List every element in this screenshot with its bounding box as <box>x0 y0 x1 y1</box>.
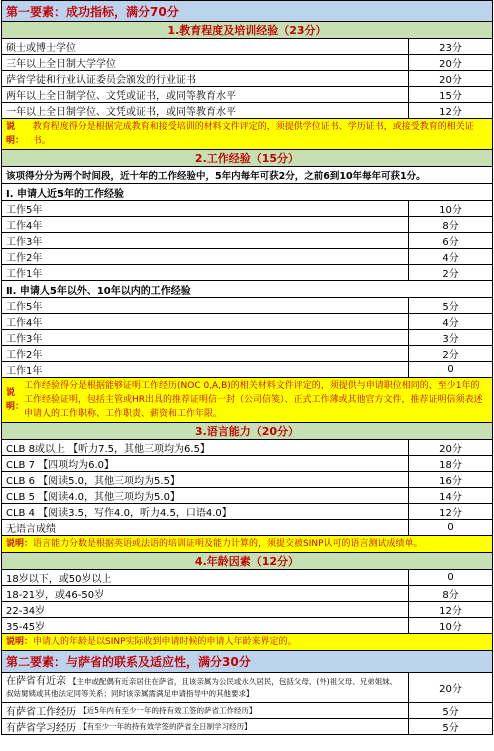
row-label: 22-34岁 <box>6 606 46 617</box>
row-score: 5分 <box>408 703 492 718</box>
table-row <box>1 71 493 87</box>
row-score: 14分 <box>408 488 492 503</box>
factor2-title: 第二要素：与萨省的联系及适应性，满分30分 <box>6 655 251 669</box>
work-desc-row <box>1 167 493 184</box>
age-note-row <box>1 634 493 651</box>
note-text: 申请人的年龄是以SINP实际收到申请时候的申请人年龄来界定的。 <box>33 637 297 647</box>
row-label: 萨省学徒和行业认证委员会颁发的行业证书 <box>6 75 196 86</box>
note-text: 语言能力分数是根据英语或法语的培训证明及能力计算的，须提交被SINP认可的语言测试成绩单。 <box>33 539 423 549</box>
factor1-title: 第一要素：成功指标，满分70分 <box>6 4 179 19</box>
table-row <box>1 586 493 602</box>
age-note <box>2 634 492 650</box>
table-row <box>1 472 493 488</box>
work-sub1-heading: Ⅰ. 申请人近5年的工作经验 <box>6 188 124 200</box>
row-label: 工作2年 <box>6 253 43 264</box>
language-note-row <box>1 536 493 553</box>
row-score: 20分 <box>408 55 492 70</box>
table-row <box>1 504 493 520</box>
table-row <box>1 298 493 314</box>
education-note-row <box>1 119 493 150</box>
education-heading-row <box>1 22 493 39</box>
row-label <box>2 703 408 718</box>
row-label: CLB 4 【阅读3.5，写作4.0，听力4.5，口语4.0】 <box>6 508 232 519</box>
table-row <box>1 520 493 536</box>
table-row <box>1 249 493 265</box>
table-row <box>1 673 493 703</box>
row-score: 6分 <box>408 233 492 248</box>
row-score: 10分 <box>408 201 492 216</box>
row-label: 18岁以下，或50岁以上 <box>6 574 112 585</box>
row-label: 工作5年 <box>6 205 43 216</box>
row-score: 20分 <box>408 440 492 455</box>
table-row <box>1 618 493 634</box>
table-row <box>1 87 493 103</box>
note-prefix: 说明： <box>6 637 34 647</box>
row-score: 12分 <box>408 602 492 617</box>
work-note-row <box>1 378 493 423</box>
row-score: 18分 <box>408 456 492 471</box>
row-label: 工作1年 <box>6 269 43 280</box>
table-row <box>1 233 493 249</box>
row-label <box>2 673 408 702</box>
row-score: 16分 <box>408 472 492 487</box>
note-prefix: 说明： <box>6 388 25 412</box>
language-heading-row <box>1 423 493 440</box>
row-score: 10分 <box>408 618 492 633</box>
row-label: CLB 5 【阅读4.0，其他三项均为5.0】 <box>6 492 180 503</box>
score-table <box>1 0 493 735</box>
table-row <box>1 362 493 378</box>
row-label: 工作3年 <box>6 334 43 345</box>
table-row <box>1 456 493 472</box>
table-row <box>1 602 493 618</box>
table-row <box>1 265 493 281</box>
education-heading: 1.教育程度及培训经验（23分） <box>167 24 327 37</box>
connection-label: 在萨省有近亲 <box>6 675 66 687</box>
note-prefix: 说明： <box>6 539 34 549</box>
row-score: 0 <box>408 520 492 535</box>
table-row <box>1 55 493 71</box>
row-label: 工作4年 <box>6 318 43 329</box>
work-description: 该项得分分为两个时间段，近十年的工作经验中，5年内每年可获2分，之前6到10年每年可获1分。 <box>6 171 426 182</box>
work-heading-row <box>1 150 493 167</box>
row-label: 工作4年 <box>6 221 43 232</box>
row-label: 工作3年 <box>6 237 43 248</box>
row-score: 20分 <box>408 673 492 702</box>
row-label: 18-21岁，或46-50岁 <box>6 590 105 601</box>
note-text: 工作经验得分是根据能够证明工作经历(NOC 0,A,B)的相关材料文件评定的，须提供与申请职位相同的、至少1年的工作经验证明，包括主管或HR出具的推荐证明信一封（公司信笺）、正式工作薄或其他官方文件，推荐证明信须表述申请人的工作职称、工作职责、薪资和工作年限。 <box>24 381 483 419</box>
row-score: 8分 <box>408 586 492 601</box>
table-row <box>1 440 493 456</box>
work-note <box>2 378 492 422</box>
age-heading: 4.年龄因素（12分） <box>194 555 300 568</box>
connection-label: 有萨省学习经历 <box>6 723 76 734</box>
row-label: CLB 7 【四项均为6.0】 <box>6 460 115 471</box>
row-label: 工作1年 <box>6 366 43 377</box>
table-row <box>1 103 493 119</box>
row-score: 20分 <box>408 71 492 86</box>
row-score: 2分 <box>408 265 492 280</box>
table-row <box>1 217 493 233</box>
table-row <box>1 330 493 346</box>
language-note <box>2 536 492 552</box>
row-score: 5分 <box>408 298 492 313</box>
row-label: 工作2年 <box>6 350 43 361</box>
row-score: 2分 <box>408 346 492 361</box>
work-sub1-row <box>1 184 493 201</box>
table-row <box>1 314 493 330</box>
connection-label: 有萨省工作经历 <box>6 707 76 718</box>
row-label: 工作5年 <box>6 302 43 313</box>
row-score: 0 <box>408 362 492 377</box>
language-heading: 3.语言能力（20分） <box>194 425 300 438</box>
factor2-title-row <box>1 651 493 673</box>
note-prefix: 说明： <box>6 122 25 146</box>
row-score: 0 <box>408 570 492 585</box>
table-row <box>1 570 493 586</box>
row-label: 35-45岁 <box>6 622 46 633</box>
row-label: CLB 6 【阅读5.0，其他三项均为5.5】 <box>6 476 180 487</box>
table-row <box>1 39 493 55</box>
row-label: 两年以上全日制学位、文凭或证书，或同等教育水平 <box>6 91 236 102</box>
row-score: 12分 <box>408 103 492 118</box>
row-score: 3分 <box>408 330 492 345</box>
table-row <box>1 488 493 504</box>
connection-detail: 【近5年内有至少一年的持有效工签的萨省工作经历】 <box>79 706 257 715</box>
row-score: 4分 <box>408 314 492 329</box>
row-label <box>2 719 408 734</box>
table-row <box>1 719 493 735</box>
factor1-title-row <box>1 0 493 22</box>
table-row <box>1 201 493 217</box>
row-label: 硕士或博士学位 <box>6 43 76 54</box>
work-sub2-row <box>1 281 493 298</box>
row-label: 三年以上全日制大学学位 <box>6 59 116 70</box>
row-score: 12分 <box>408 504 492 519</box>
education-note <box>2 119 492 149</box>
row-score: 5分 <box>408 719 492 734</box>
work-heading: 2.工作经验（15分） <box>194 152 300 165</box>
connection-detail: 【有至少一年的持有效学签的萨省全日制学习经历】 <box>79 722 252 731</box>
work-sub2-heading: Ⅱ. 申请人5年以外、10年以内的工作经验 <box>6 285 191 297</box>
row-score: 4分 <box>408 249 492 264</box>
connection-detail: 【主申或配偶有近亲居住在萨省，且该亲属为公民或永久居民，包括父母、(外)祖父母、兄弟姐妹、叔姑舅姨或其他法定同等关系；同时该亲属需满足申请指导中的其他要求】 <box>6 676 398 698</box>
row-label: 一年以上全日制学位、文凭或证书，或同等教育水平 <box>6 107 236 118</box>
row-score: 15分 <box>408 87 492 102</box>
row-score: 8分 <box>408 217 492 232</box>
table-row <box>1 703 493 719</box>
table-row <box>1 346 493 362</box>
age-heading-row <box>1 553 493 570</box>
note-text: 教育程度得分是根据完成教育和接受培训的材料文件评定的，须提供学位证书、学历证书，或接受教育的相关证书。 <box>32 122 474 146</box>
row-score: 23分 <box>408 39 492 54</box>
row-label: CLB 8或以上 【听力7.5，其他三项均为6.5】 <box>6 444 210 455</box>
row-label: 无语言成绩 <box>6 524 56 535</box>
